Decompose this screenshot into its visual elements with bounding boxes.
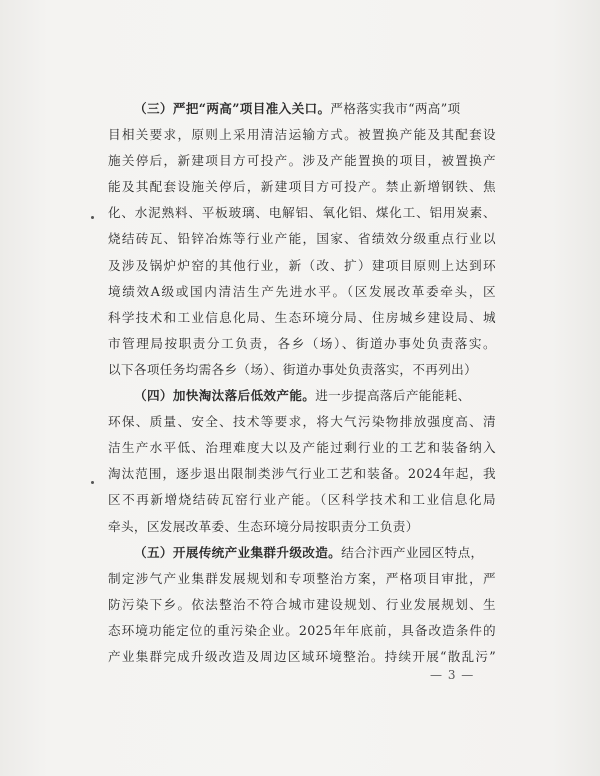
page-number: — 3 — bbox=[430, 668, 475, 682]
text-line: 以下各项任务均需各乡（场）、街道办事处负责落实，不再列出） bbox=[108, 361, 478, 377]
text-line: 能及其配套设施关停后，新建项目方可投产。禁止新增钢铁、焦 bbox=[108, 179, 496, 195]
text-line: 制定涉气产业集群发展规划和专项整治方案，严格项目审批，严 bbox=[108, 570, 496, 586]
text-line: 环保、质量、安全、技术等要求，将大气污染物排放强度高、清 bbox=[108, 414, 496, 430]
section-5-first-line: （五）开展传统产业集群升级改造。结合汴西产业园区特点， bbox=[134, 544, 484, 560]
text-line: 烧结砖瓦、铅锌冶炼等行业产能，国家、省绩效分级重点行业以 bbox=[108, 231, 496, 247]
text-line: 及涉及锅炉炉窑的其他行业，新（改、扩）建项目原则上达到环 bbox=[108, 257, 496, 273]
text-line: 淘汰范围，逐步退出限制类涉气行业工艺和装备。2024年起，我 bbox=[108, 466, 496, 482]
text-line: 境绩效A级或国内清洁生产先进水平。（区发展改革委牵头，区 bbox=[108, 283, 496, 299]
scan-speck bbox=[91, 216, 94, 219]
scan-speck bbox=[91, 481, 94, 484]
document-body bbox=[108, 96, 496, 670]
section-5-heading: （五）开展传统产业集群升级改造。 bbox=[134, 544, 342, 560]
text-line: 态环境功能定位的重污染企业。2025年年底前，具备改造条件的 bbox=[108, 622, 496, 638]
section-4-first-line: （四）加快淘汰落后低效产能。进一步提高落后产能能耗、 bbox=[134, 388, 471, 404]
text-line: 牵头，区发展改革委、生态环境分局按职责分工负责） bbox=[108, 518, 419, 534]
text-line: 目相关要求，原则上采用清洁运输方式。被置换产能及其配套设 bbox=[108, 127, 496, 143]
text-line: 产业集群完成升级改造及周边区域环境整治。持续开展“散乱污” bbox=[108, 648, 496, 664]
text-line: 科学技术和工业信息化局、生态环境分局、住房城乡建设局、城 bbox=[108, 309, 496, 325]
text-line: 化、水泥熟料、平板玻璃、电解铝、氧化铝、煤化工、铝用炭素、 bbox=[108, 205, 496, 221]
section-3-heading: （三）严把“两高”项目准入关口。 bbox=[134, 101, 331, 116]
text-line: 施关停后，新建项目方可投产。涉及产能置换的项目，被置换产 bbox=[108, 153, 496, 169]
text-line: 区不再新增烧结砖瓦窑行业产能。（区科学技术和工业信息化局 bbox=[108, 492, 496, 508]
text-line: 市管理局按职责分工负责，各乡（场）、街道办事处负责落实。 bbox=[108, 335, 496, 351]
text-line: 防污染下乡。依法整治不符合城市建设规划、行业发展规划、生 bbox=[108, 596, 496, 612]
section-4-heading: （四）加快淘汰落后低效产能。 bbox=[134, 388, 316, 404]
text-line: 洁生产水平低、治理难度大以及产能过剩行业的工艺和装备纳入 bbox=[108, 440, 496, 456]
section-3-first-line: （三）严把“两高”项目准入关口。严格落实我市“两高”项 bbox=[134, 101, 461, 116]
